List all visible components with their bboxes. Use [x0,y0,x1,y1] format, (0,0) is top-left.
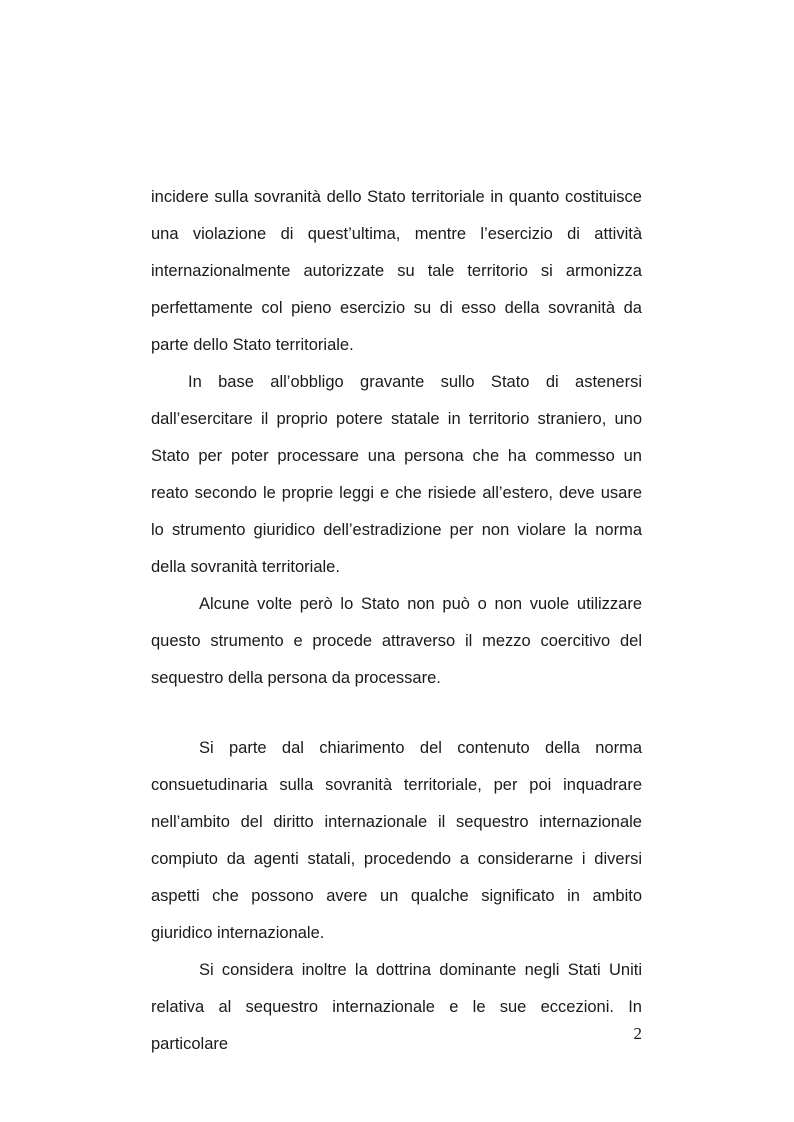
paragraph: Si considera inoltre la dottrina dominante negli Stati Uniti relativa al sequestro internazionale e le sue eccezioni. In particolare [151,961,642,1053]
page-number: 2 [633,1024,642,1043]
paragraph: Si parte dal chiarimento del contenuto della norma consuetudinaria sulla sovranità territoriale, per poi inquadrare nell’ambito del diritto internazionale il sequestro internazionale compiuto da agenti statali, procedendo a considerarne i diversi aspetti che possono avere un qualche significato in ambito giuridico internazionale. [151,739,642,942]
paragraph: incidere sulla sovranità dello Stato territoriale in quanto costituisce una violazione di quest’ultima, mentre l’esercizio di attività internazionalmente autorizzate su tale territorio si armonizza perfettamente col pieno esercizio su di esso della sovranità da parte dello Stato territoriale. [151,188,642,354]
text-section-1 [151,179,642,697]
paragraph: In base all’obbligo gravante sullo Stato di astenersi dall’esercitare il proprio potere statale in territorio straniero, uno Stato per poter processare una persona che ha commesso un reato secondo le proprie leggi e che risiede all’estero, deve usare lo strumento giuridico dell’estradizione per non violare la norma della sovranità territoriale. [151,373,642,576]
text-section-2 [151,730,642,1063]
paragraph: Alcune volte però lo Stato non può o non vuole utilizzare questo strumento e procede attraverso il mezzo coercitivo del sequestro della persona da processare. [151,595,642,687]
